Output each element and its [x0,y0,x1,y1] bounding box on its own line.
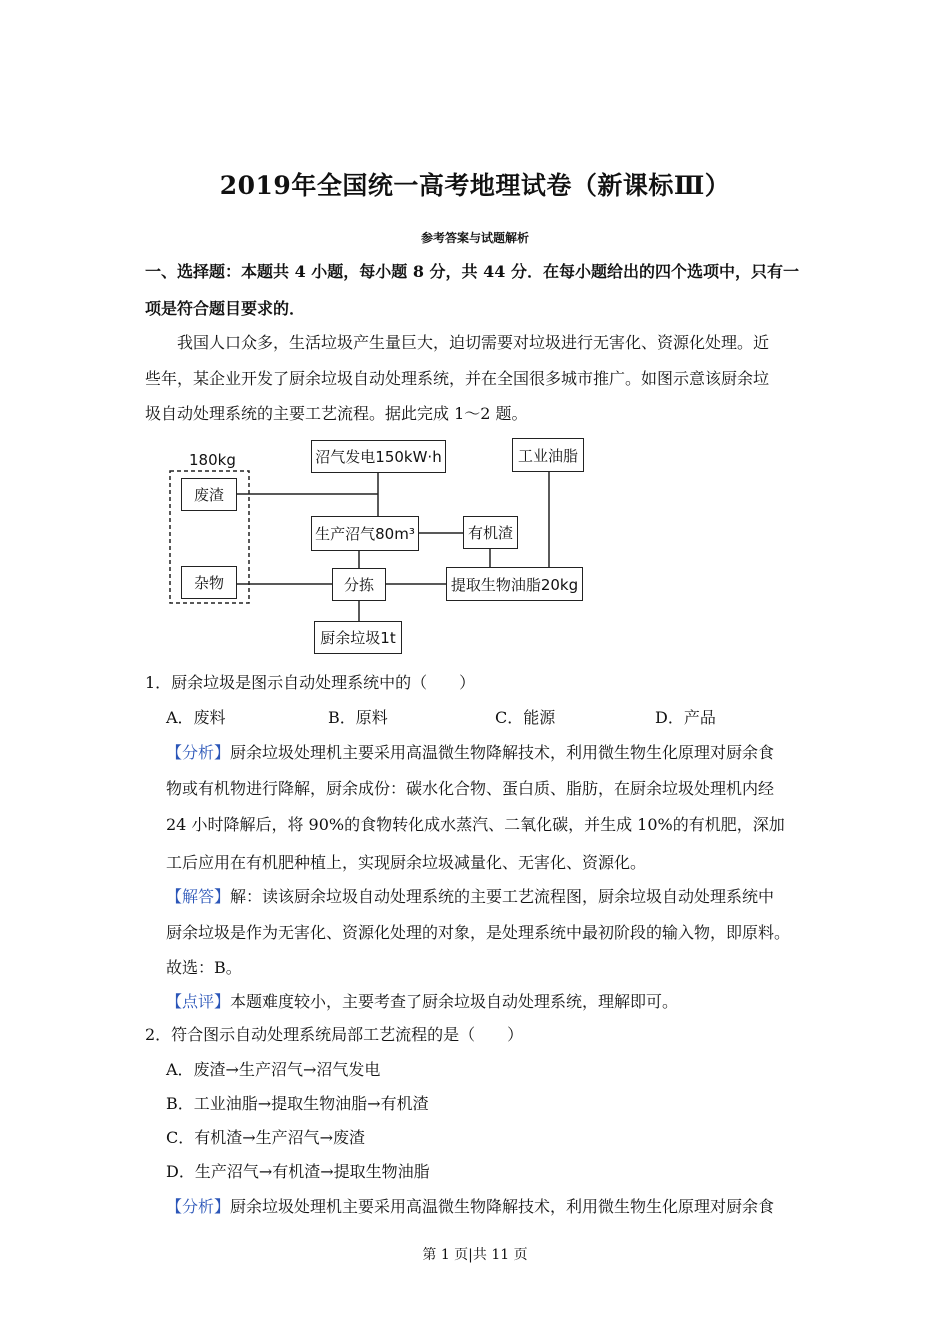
q1-analysis-line-4: 工后应用在有机肥种植上，实现厨余垃圾减量化、无害化、资源化。 [166,853,647,872]
diagram-box-industrial-oil: 工业油脂 [512,438,584,472]
analysis-tag: 【分析】 [166,1197,231,1216]
q1-comment-line [166,989,678,1012]
diagram-box-biogas-production: 生产沼气80m³ [311,516,419,551]
answer-tag: 【解答】 [166,887,231,906]
section-heading-line2: 项是符合题目要求的． [145,299,306,318]
q1-comment-text: 本题难度较小，主要考查了厨余垃圾自动处理系统，理解即可。 [230,992,679,1011]
q1-answer-line-2: 厨余垃圾是作为无害化、资源化处理的对象，是处理系统中最初阶段的输入物，即原料。 [166,923,791,942]
q2-option-a: A．废渣→生产沼气→沼气发电 [166,1060,381,1079]
diagram-box-sorting: 分拣 [332,568,386,601]
q1-option-d: D．产品 [655,708,716,727]
intro-line-2: 些年，某企业开发了厨余垃圾自动处理系统，并在全国很多城市推广。如图示意该厨余垃 [145,369,770,388]
q2-option-b: B．工业油脂→提取生物油脂→有机渣 [166,1094,429,1113]
comment-tag: 【点评】 [166,992,231,1011]
waste-weight-label: 180kg [189,451,236,469]
q1-option-b: B．原料 [328,708,388,727]
intro-line-3: 圾自动处理系统的主要工艺流程。据此完成 1～2 题。 [145,404,528,423]
page-subtitle: 参考答案与试题解析 [420,231,529,245]
q1-option-c: C．能源 [495,708,556,727]
page-footer: 第 1 页|共 11 页 [422,1247,528,1263]
q2-stem: 2．符合图示自动处理系统局部工艺流程的是（ ） [145,1025,524,1044]
q1-answer-line-1 [166,884,774,907]
q1-answer-text: 解：读该厨余垃圾自动处理系统的主要工艺流程图，厨余垃圾自动处理系统中 [230,887,775,906]
analysis-tag: 【分析】 [166,743,231,762]
q1-analysis-line-3: 24 小时降解后，将 90%的食物转化成水蒸汽、二氧化碳，并生成 10%的有机肥，深加 [166,815,785,834]
q2-analysis-text: 厨余垃圾处理机主要采用高温微生物降解技术，利用微生物生化原理对厨余食 [230,1197,775,1216]
q2-option-d: D．生产沼气→有机渣→提取生物油脂 [166,1162,430,1181]
section-heading-line1: 一、选择题：本题共 4 小题，每小题 8 分，共 44 分．在每小题给出的四个选项中，只有一 [145,262,799,281]
page-title: 2019年全国统一高考地理试卷（新课标Ⅲ） [219,171,731,200]
q1-analysis-line-1 [166,740,774,763]
q2-analysis-line-1 [166,1194,774,1217]
diagram-box-biogas-power: 沼气发电150kW·h [311,440,446,473]
q1-option-a: A．废料 [166,708,226,727]
q1-analysis-line-2: 物或有机物进行降解，厨余成份：碳水化合物、蛋白质、脂肪，在厨余垃圾处理机内经 [166,779,775,798]
diagram-box-organic-residue: 有机渣 [463,516,518,549]
q1-analysis-text: 厨余垃圾处理机主要采用高温微生物降解技术，利用微生物生化原理对厨余食 [230,743,775,762]
q1-stem: 1．厨余垃圾是图示自动处理系统中的（ ） [145,673,476,692]
intro-line-1: 我国人口众多，生活垃圾产生量巨大，迫切需要对垃圾进行无害化、资源化处理。近 [177,333,770,352]
diagram-box-kitchen-waste: 厨余垃圾1t [314,621,402,654]
diagram-box-bio-oil-extraction: 提取生物油脂20kg [446,567,583,601]
q1-answer-line-3: 故选：B。 [166,958,242,977]
diagram-box-feizha: 废渣 [181,478,237,511]
q2-option-c: C．有机渣→生产沼气→废渣 [166,1128,366,1147]
diagram-box-zawu: 杂物 [181,566,237,599]
